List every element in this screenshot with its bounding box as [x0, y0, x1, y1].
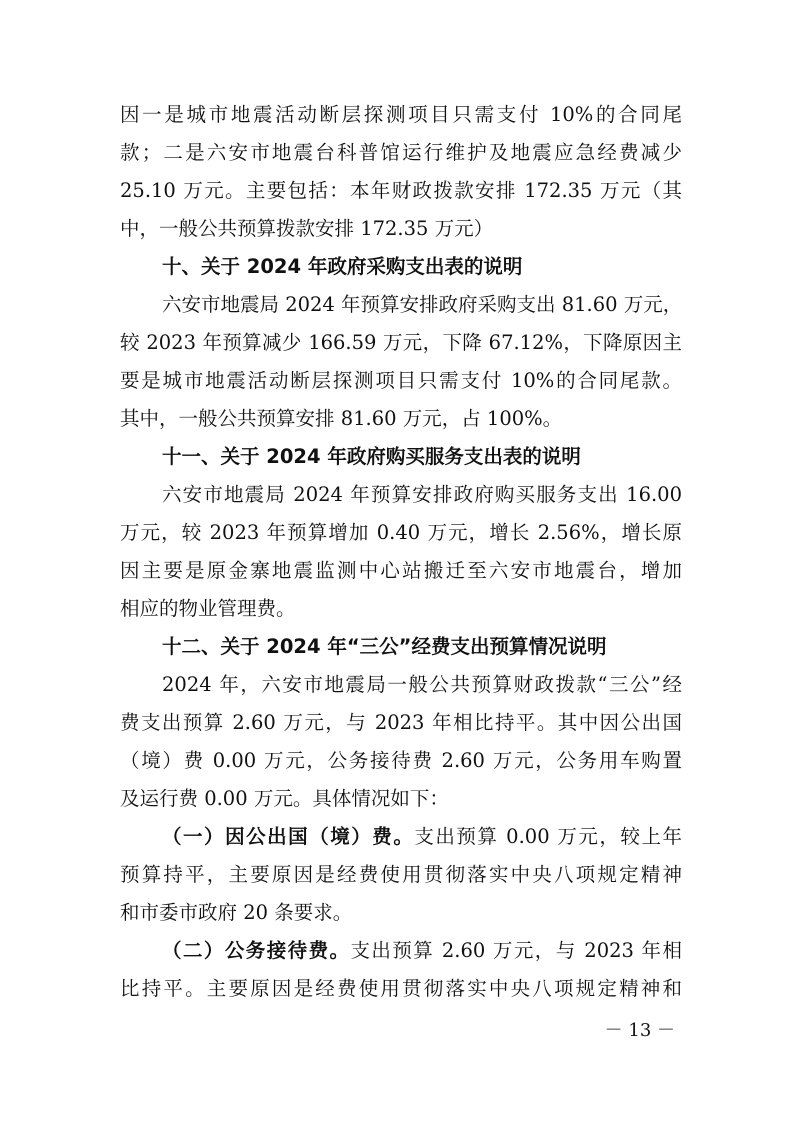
paragraph-line: 因主要是原金寨地震监测中心站搬迁至六安市地震台，增加 [120, 559, 682, 582]
document-body [120, 96, 682, 1008]
paragraph-line: 六安市地震局 2024 年预算安排政府购买服务支出 16.00 [162, 483, 682, 506]
paragraph-line: 2024 年，六安市地震局一般公共预算财政拨款“三公”经 [162, 673, 682, 696]
section-heading-11: 十一、关于 2024 年政府购买服务支出表的说明 [162, 445, 581, 468]
paragraph-line: 费支出预算 2.60 万元，与 2023 年相比持平。其中因公出国 [120, 711, 682, 734]
section-heading-10: 十、关于 2024 年政府采购支出表的说明 [162, 255, 523, 278]
paragraph-line: 预算持平，主要原因是经费使用贯彻落实中央八项规定精神 [120, 863, 682, 886]
paragraph-line: 较 2023 年预算减少 166.59 万元，下降 67.12%，下降原因主 [120, 331, 682, 354]
section-heading-12: 十二、关于 2024 年“三公”经费支出预算情况说明 [162, 635, 607, 658]
subsection-title-1: （一）因公出国（境）费。 [162, 825, 415, 848]
paragraph-line [120, 932, 682, 970]
paragraph-line: 款；二是六安市地震台科普馆运行维护及地震应急经费减少 [120, 141, 682, 164]
paragraph-line: 因一是城市地震活动断层探测项目只需支付 10%的合同尾 [120, 103, 682, 126]
paragraph-line: 六安市地震局 2024 年预算安排政府采购支出 81.60 万元， [162, 293, 682, 316]
paragraph-line: 和市委市政府 20 条要求。 [120, 901, 353, 924]
paragraph-line: 及运行费 0.00 万元。具体情况如下： [120, 787, 449, 810]
subsection-text: 支出预算 2.60 万元，与 2023 年相 [350, 939, 682, 962]
page-number: － 13 － [604, 1020, 675, 1041]
subsection-text: 支出预算 0.00 万元，较上年 [414, 825, 682, 848]
paragraph-line: 其中，一般公共预算安排 81.60 万元，占 100%。 [120, 407, 563, 430]
paragraph-line: 中，一般公共预算拨款安排 172.35 万元） [120, 217, 494, 240]
paragraph-line: 比持平。主要原因是经费使用贯彻落实中央八项规定精神和 [120, 977, 682, 1000]
subsection-title-2: （二）公务接待费。 [162, 939, 351, 962]
paragraph-line: （境）费 0.00 万元，公务接待费 2.60 万元，公务用车购置 [120, 749, 682, 772]
paragraph-line: 要是城市地震活动断层探测项目只需支付 10%的合同尾款。 [120, 369, 682, 392]
paragraph-line [120, 818, 682, 856]
paragraph-line: 25.10 万元。主要包括：本年财政拨款安排 172.35 万元（其 [120, 179, 682, 202]
paragraph-line: 相应的物业管理费。 [120, 597, 296, 620]
paragraph-line: 万元，较 2023 年预算增加 0.40 万元，增长 2.56%，增长原 [120, 521, 682, 544]
